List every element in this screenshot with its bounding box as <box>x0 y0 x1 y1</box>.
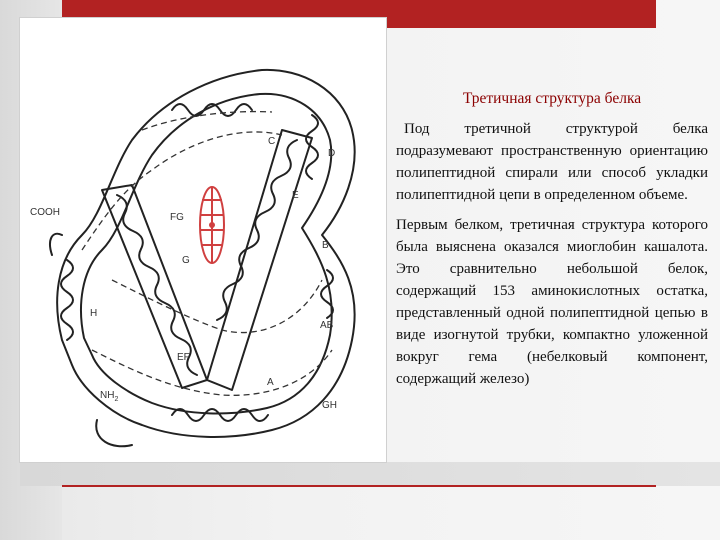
label-ef: EF <box>177 352 190 363</box>
label-e: E <box>292 190 299 201</box>
helix-d <box>306 115 318 179</box>
backbone-dashed-3 <box>92 350 332 395</box>
nh2-tail <box>96 420 132 446</box>
label-ab: AB <box>320 320 334 331</box>
label-a: A <box>267 377 274 388</box>
backbone-dashed-2 <box>112 280 322 333</box>
slide-text <box>396 88 708 398</box>
label-b: B <box>322 240 329 251</box>
v-helix-left-wave <box>117 195 197 375</box>
myoglobin-structure-drawing <box>22 20 384 460</box>
bottom-background-band <box>20 462 720 486</box>
label-h: H <box>90 308 98 319</box>
v-helix-right-wave <box>217 140 297 320</box>
cooh-tail <box>50 234 62 255</box>
label-d: D <box>328 148 336 159</box>
label-gh: GH <box>322 400 337 411</box>
myoglobin-diagram <box>20 18 386 462</box>
backbone-dashed-4 <box>142 112 272 130</box>
bottom-accent-line <box>62 485 656 487</box>
paragraph-definition: Под третичной структурой белка подразумевают пространственную ориентацию полипептидной спирали или способ укладки полипептидной цепи в определенном объеме. <box>396 121 708 203</box>
label-g: G <box>182 255 190 266</box>
label-nh2: $NH_2$ <box>100 390 119 403</box>
helix-h <box>61 260 73 340</box>
label-c: C <box>268 136 276 147</box>
slide-title: Третичная структура белка <box>462 90 642 107</box>
v-helix-left <box>102 185 207 388</box>
label-cooh: COOH <box>30 207 60 218</box>
label-fg: FG <box>170 212 184 223</box>
paragraph-myoglobin: Первым белком, третичная структура которого была выяснена оказался миоглобин кашалота. Это сравнительно небольшой белок, содержащий 153 аминокислотных остатка, представленный одной полипептидной цепью в виде изогнутой трубки, компактно уложенной вокруг гема (небелковый компонент, содержащий железо) <box>396 217 708 387</box>
v-helix-right <box>207 130 312 390</box>
iron-atom <box>209 222 215 228</box>
